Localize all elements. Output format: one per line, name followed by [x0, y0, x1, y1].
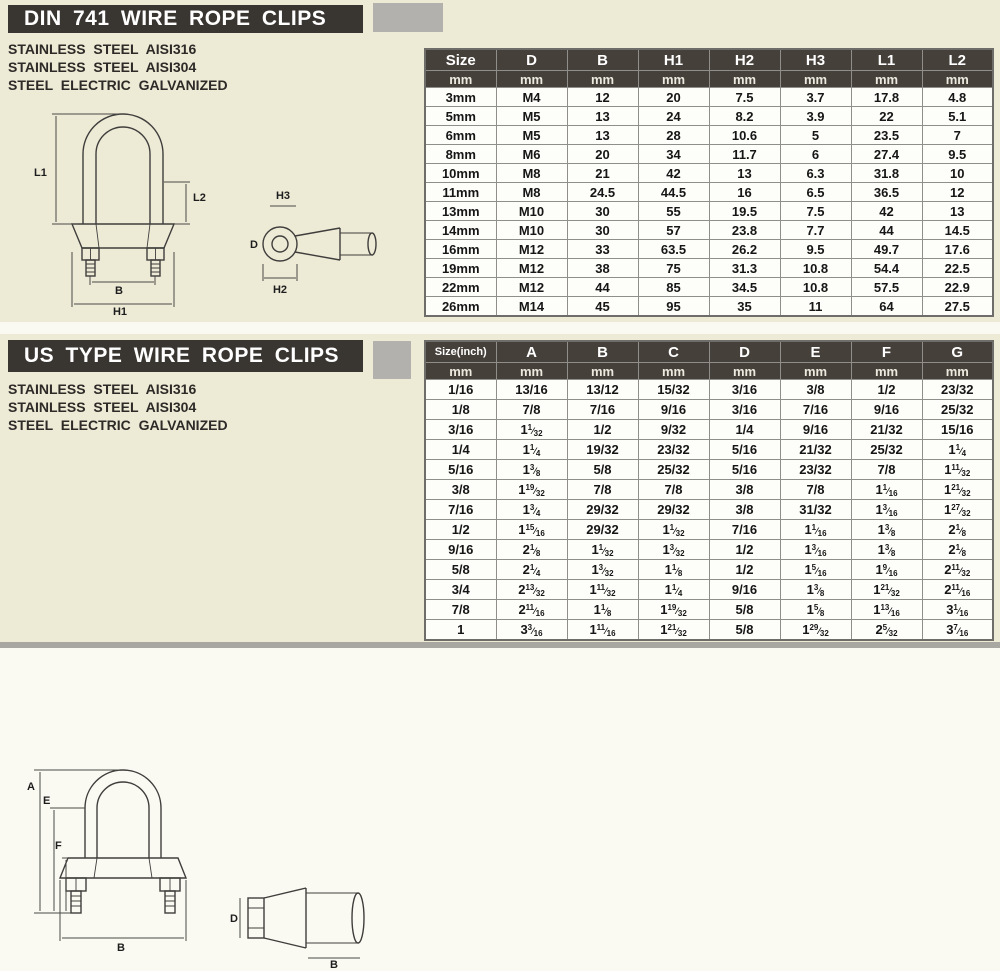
value-cell: 30 [567, 202, 638, 221]
size-cell: 7/16 [425, 500, 496, 520]
us-type-spec-table [424, 340, 994, 641]
value-cell: 31.8 [851, 164, 922, 183]
size-cell: 8mm [425, 145, 496, 164]
din741-gray-block [373, 3, 443, 32]
value-cell: 13 [567, 126, 638, 145]
value-cell: $3^7⁄_{16}$ [922, 620, 993, 641]
value-cell: 57.5 [851, 278, 922, 297]
size-cell: 1/4 [425, 440, 496, 460]
value-cell: 13 [922, 202, 993, 221]
size-cell: 1/16 [425, 380, 496, 400]
value-cell: 27.4 [851, 145, 922, 164]
value-cell: $1^1⁄_4$ [638, 580, 709, 600]
value-cell: M10 [496, 221, 567, 240]
value-cell: 34 [638, 145, 709, 164]
table-row [425, 520, 993, 540]
value-cell: $1^{21}⁄_{32}$ [851, 580, 922, 600]
value-cell: $1^1⁄_{16}$ [851, 480, 922, 500]
value-cell: 22.9 [922, 278, 993, 297]
value-cell: 22.5 [922, 259, 993, 278]
table-row [425, 164, 993, 183]
value-cell: 44 [567, 278, 638, 297]
value-cell: 7.7 [780, 221, 851, 240]
value-cell: 13/16 [496, 380, 567, 400]
value-cell: 7/8 [567, 480, 638, 500]
dim-label-b: B [115, 285, 123, 297]
size-cell: 10mm [425, 164, 496, 183]
value-cell: 29/32 [567, 520, 638, 540]
size-cell: 3/8 [425, 480, 496, 500]
unit-header: mm [922, 71, 993, 88]
size-cell: 3mm [425, 88, 496, 107]
value-cell: 23/32 [780, 460, 851, 480]
value-cell: 15/32 [638, 380, 709, 400]
unit-header: mm [638, 363, 709, 380]
dim-label-a: A [27, 781, 35, 793]
size-cell: 1 [425, 620, 496, 641]
value-cell: $2^{13}⁄_{32}$ [496, 580, 567, 600]
dim-label-f: F [55, 840, 62, 852]
value-cell: 9/16 [638, 400, 709, 420]
value-cell: 13 [709, 164, 780, 183]
column-header: G [922, 341, 993, 363]
material-line: STAINLESS STEEL AISI304 [8, 399, 197, 415]
size-cell: 7/8 [425, 600, 496, 620]
value-cell: 1/2 [851, 380, 922, 400]
value-cell: $1^3⁄_8$ [851, 540, 922, 560]
value-cell: 29/32 [567, 500, 638, 520]
table-row [425, 278, 993, 297]
dim-label-h3: H3 [275, 190, 291, 202]
value-cell: $1^{29}⁄_{32}$ [780, 620, 851, 641]
value-cell: 6.5 [780, 183, 851, 202]
value-cell: $1^1⁄_8$ [567, 600, 638, 620]
value-cell: 31.3 [709, 259, 780, 278]
column-header: B [567, 341, 638, 363]
column-header: F [851, 341, 922, 363]
table-row [425, 221, 993, 240]
value-cell: 25/32 [922, 400, 993, 420]
din741-title-bar [8, 5, 363, 33]
size-cell: 1/8 [425, 400, 496, 420]
value-cell: 24.5 [567, 183, 638, 202]
value-cell: 7/8 [780, 480, 851, 500]
value-cell: $2^1⁄_4$ [496, 560, 567, 580]
table-row [425, 380, 993, 400]
unit-header: mm [851, 71, 922, 88]
value-cell: $1^1⁄_{16}$ [780, 520, 851, 540]
value-cell: 75 [638, 259, 709, 278]
unit-header: mm [709, 71, 780, 88]
value-cell: 1/2 [709, 540, 780, 560]
value-cell: 21 [567, 164, 638, 183]
table-row [425, 145, 993, 164]
size-cell: 22mm [425, 278, 496, 297]
value-cell: 44 [851, 221, 922, 240]
size-cell: 11mm [425, 183, 496, 202]
column-header: H1 [638, 49, 709, 71]
value-cell: M12 [496, 240, 567, 259]
size-cell: 13mm [425, 202, 496, 221]
value-cell: 33 [567, 240, 638, 259]
value-cell: 1/4 [709, 420, 780, 440]
value-cell: $1^{19}⁄_{32}$ [496, 480, 567, 500]
us-type-gray-block [373, 341, 411, 379]
value-cell: 55 [638, 202, 709, 221]
table-row [425, 400, 993, 420]
value-cell: 7/16 [567, 400, 638, 420]
value-cell: 26.2 [709, 240, 780, 259]
value-cell: 1/2 [567, 420, 638, 440]
size-cell: 3/4 [425, 580, 496, 600]
dim-label-b-side: B [330, 959, 338, 971]
value-cell: 20 [638, 88, 709, 107]
value-cell: $1^3⁄_8$ [851, 520, 922, 540]
value-cell: $1^{19}⁄_{32}$ [638, 600, 709, 620]
value-cell: $1^3⁄_{16}$ [851, 500, 922, 520]
value-cell: M8 [496, 164, 567, 183]
value-cell: 31/32 [780, 500, 851, 520]
size-cell: 19mm [425, 259, 496, 278]
din741-spec-table [424, 48, 994, 317]
column-header: H3 [780, 49, 851, 71]
unit-header: mm [425, 71, 496, 88]
value-cell: 17.6 [922, 240, 993, 259]
value-cell: $1^3⁄_8$ [780, 580, 851, 600]
value-cell: 10.6 [709, 126, 780, 145]
unit-header: mm [496, 71, 567, 88]
table-row [425, 620, 993, 641]
value-cell: 9/16 [780, 420, 851, 440]
size-cell: 26mm [425, 297, 496, 317]
value-cell: 34.5 [709, 278, 780, 297]
value-cell: 19.5 [709, 202, 780, 221]
dim-label-l2: L2 [193, 192, 206, 204]
value-cell: M5 [496, 126, 567, 145]
us-type-section [0, 334, 1000, 971]
value-cell: $1^{21}⁄_{32}$ [638, 620, 709, 641]
value-cell: 54.4 [851, 259, 922, 278]
value-cell: $1^{27}⁄_{32}$ [922, 500, 993, 520]
value-cell: 27.5 [922, 297, 993, 317]
size-cell: 9/16 [425, 540, 496, 560]
value-cell: 5/8 [567, 460, 638, 480]
value-cell: $2^5⁄_{32}$ [851, 620, 922, 641]
size-cell: 16mm [425, 240, 496, 259]
table-row [425, 107, 993, 126]
dim-label-e: E [43, 795, 51, 807]
unit-header: mm [567, 71, 638, 88]
value-cell: 24 [638, 107, 709, 126]
dim-label-b: B [117, 942, 125, 954]
value-cell: 44.5 [638, 183, 709, 202]
value-cell: $1^3⁄_{32}$ [638, 540, 709, 560]
column-header: H2 [709, 49, 780, 71]
value-cell: M8 [496, 183, 567, 202]
value-cell: 8.2 [709, 107, 780, 126]
value-cell: $1^{15}⁄_{16}$ [496, 520, 567, 540]
value-cell: 3.9 [780, 107, 851, 126]
us-type-title-bar [8, 340, 363, 372]
value-cell: 3/8 [709, 500, 780, 520]
column-header: L1 [851, 49, 922, 71]
value-cell: 35 [709, 297, 780, 317]
table-row [425, 440, 993, 460]
value-cell: 10 [922, 164, 993, 183]
value-cell: 6 [780, 145, 851, 164]
table-row [425, 202, 993, 221]
column-header: D [709, 341, 780, 363]
table-row [425, 600, 993, 620]
value-cell: 21/32 [780, 440, 851, 460]
us-type-materials-list [8, 380, 228, 434]
value-cell: $2^{11}⁄_{16}$ [922, 580, 993, 600]
size-cell: 6mm [425, 126, 496, 145]
value-cell: M4 [496, 88, 567, 107]
size-cell: 14mm [425, 221, 496, 240]
value-cell: M14 [496, 297, 567, 317]
value-cell: $1^3⁄_8$ [496, 460, 567, 480]
unit-header: mm [780, 363, 851, 380]
value-cell: $2^1⁄_8$ [496, 540, 567, 560]
table-row [425, 540, 993, 560]
value-cell: $1^{13}⁄_{16}$ [851, 600, 922, 620]
value-cell: 7 [922, 126, 993, 145]
value-cell: 30 [567, 221, 638, 240]
value-cell: 7.5 [709, 88, 780, 107]
size-cell: 1/2 [425, 520, 496, 540]
column-header: D [496, 49, 567, 71]
value-cell: 7/16 [780, 400, 851, 420]
value-cell: $1^3⁄_{16}$ [780, 540, 851, 560]
value-cell: 7/8 [851, 460, 922, 480]
value-cell: 13 [567, 107, 638, 126]
value-cell: 9/16 [851, 400, 922, 420]
dim-label-h1: H1 [112, 306, 128, 316]
value-cell: 9/32 [638, 420, 709, 440]
value-cell: M12 [496, 278, 567, 297]
value-cell: $1^3⁄_{32}$ [567, 560, 638, 580]
table-row [425, 126, 993, 145]
value-cell: 7/8 [496, 400, 567, 420]
value-cell: $1^1⁄_4$ [922, 440, 993, 460]
material-line: STAINLESS STEEL AISI316 [8, 41, 197, 57]
table-row [425, 460, 993, 480]
value-cell: 23/32 [638, 440, 709, 460]
value-cell: 3/8 [780, 380, 851, 400]
value-cell: $3^3⁄_{16}$ [496, 620, 567, 641]
table-row [425, 88, 993, 107]
value-cell: 9.5 [922, 145, 993, 164]
value-cell: $1^3⁄_4$ [496, 500, 567, 520]
dim-label-d: D [250, 239, 258, 251]
column-header: B [567, 49, 638, 71]
din741-clip-drawing [8, 86, 408, 316]
din741-title: DIN 741 WIRE ROPE CLIPS [24, 7, 327, 30]
column-header: A [496, 341, 567, 363]
value-cell: 11.7 [709, 145, 780, 164]
unit-header: mm [567, 363, 638, 380]
value-cell: 95 [638, 297, 709, 317]
value-cell: 23.8 [709, 221, 780, 240]
table-row [425, 480, 993, 500]
value-cell: M12 [496, 259, 567, 278]
value-cell: $2^1⁄_8$ [922, 520, 993, 540]
dim-label-d: D [230, 913, 238, 925]
value-cell: 21/32 [851, 420, 922, 440]
value-cell: 16 [709, 183, 780, 202]
column-header: C [638, 341, 709, 363]
value-cell: 25/32 [638, 460, 709, 480]
column-header: E [780, 341, 851, 363]
us-type-title: US TYPE WIRE ROPE CLIPS [24, 344, 340, 367]
unit-header: mm [922, 363, 993, 380]
size-cell: 3/16 [425, 420, 496, 440]
value-cell: $1^1⁄_8$ [638, 560, 709, 580]
material-line: STAINLESS STEEL AISI316 [8, 381, 197, 397]
value-cell: $1^{11}⁄_{16}$ [567, 620, 638, 641]
value-cell: 23.5 [851, 126, 922, 145]
value-cell: $1^1⁄_{32}$ [638, 520, 709, 540]
value-cell: 5 [780, 126, 851, 145]
unit-header: mm [709, 363, 780, 380]
unit-header: mm [425, 363, 496, 380]
value-cell: $3^1⁄_{16}$ [922, 600, 993, 620]
table-row [425, 183, 993, 202]
value-cell: 22 [851, 107, 922, 126]
table-row [425, 420, 993, 440]
size-cell: 5/8 [425, 560, 496, 580]
value-cell: 11 [780, 297, 851, 317]
value-cell: 23/32 [922, 380, 993, 400]
value-cell: 5/8 [709, 600, 780, 620]
value-cell: 36.5 [851, 183, 922, 202]
value-cell: 13/12 [567, 380, 638, 400]
value-cell: 10.8 [780, 278, 851, 297]
value-cell: 15/16 [922, 420, 993, 440]
unit-header: mm [638, 71, 709, 88]
value-cell: 3.7 [780, 88, 851, 107]
column-header: L2 [922, 49, 993, 71]
value-cell: 5/16 [709, 460, 780, 480]
value-cell: 12 [922, 183, 993, 202]
value-cell: 64 [851, 297, 922, 317]
value-cell: 5/8 [709, 620, 780, 641]
value-cell: 9.5 [780, 240, 851, 259]
value-cell: $1^{21}⁄_{32}$ [922, 480, 993, 500]
value-cell: 7/8 [638, 480, 709, 500]
value-cell: 5/16 [709, 440, 780, 460]
us-type-clip-drawing [8, 746, 408, 971]
value-cell: 45 [567, 297, 638, 317]
value-cell: $2^{11}⁄_{32}$ [922, 560, 993, 580]
value-cell: $1^5⁄_{16}$ [780, 560, 851, 580]
value-cell: $1^{11}⁄_{32}$ [567, 580, 638, 600]
value-cell: $2^1⁄_8$ [922, 540, 993, 560]
bottom-edge-strip [0, 642, 1000, 648]
dim-label-l1: L1 [34, 167, 47, 179]
value-cell: 49.7 [851, 240, 922, 259]
table-row [425, 259, 993, 278]
unit-header: mm [496, 363, 567, 380]
value-cell: 1/2 [709, 560, 780, 580]
size-cell: 5mm [425, 107, 496, 126]
table-row [425, 297, 993, 317]
value-cell: 29/32 [638, 500, 709, 520]
unit-header: mm [851, 363, 922, 380]
value-cell: 14.5 [922, 221, 993, 240]
material-line: STAINLESS STEEL AISI304 [8, 59, 197, 75]
column-header: Size(inch) [425, 341, 496, 363]
size-cell: 5/16 [425, 460, 496, 480]
value-cell: 7.5 [780, 202, 851, 221]
value-cell: 4.8 [922, 88, 993, 107]
unit-header: mm [780, 71, 851, 88]
value-cell: $1^{11}⁄_{32}$ [922, 460, 993, 480]
value-cell: 17.8 [851, 88, 922, 107]
value-cell: $1^1⁄_4$ [496, 440, 567, 460]
value-cell: 5.1 [922, 107, 993, 126]
value-cell: 10.8 [780, 259, 851, 278]
value-cell: $1^1⁄_{32}$ [496, 420, 567, 440]
value-cell: 7/16 [709, 520, 780, 540]
material-line: STEEL ELECTRIC GALVANIZED [8, 77, 228, 93]
table-row [425, 580, 993, 600]
table-row [425, 500, 993, 520]
value-cell: $1^5⁄_8$ [780, 600, 851, 620]
value-cell: $1^1⁄_{32}$ [567, 540, 638, 560]
value-cell: 3/16 [709, 380, 780, 400]
value-cell: 38 [567, 259, 638, 278]
value-cell: 20 [567, 145, 638, 164]
value-cell: $1^9⁄_{16}$ [851, 560, 922, 580]
value-cell: 42 [851, 202, 922, 221]
value-cell: 12 [567, 88, 638, 107]
column-header: Size [425, 49, 496, 71]
value-cell: 6.3 [780, 164, 851, 183]
value-cell: 3/16 [709, 400, 780, 420]
value-cell: 85 [638, 278, 709, 297]
table-row [425, 240, 993, 259]
value-cell: M6 [496, 145, 567, 164]
value-cell: 63.5 [638, 240, 709, 259]
value-cell: 57 [638, 221, 709, 240]
value-cell: $2^{11}⁄_{16}$ [496, 600, 567, 620]
value-cell: M5 [496, 107, 567, 126]
dim-label-h2: H2 [272, 284, 288, 296]
material-line: STEEL ELECTRIC GALVANIZED [8, 417, 228, 433]
value-cell: 9/16 [709, 580, 780, 600]
table-row [425, 560, 993, 580]
value-cell: 19/32 [567, 440, 638, 460]
value-cell: 42 [638, 164, 709, 183]
value-cell: M10 [496, 202, 567, 221]
value-cell: 25/32 [851, 440, 922, 460]
value-cell: 3/8 [709, 480, 780, 500]
din741-section [0, 0, 1000, 322]
value-cell: 28 [638, 126, 709, 145]
